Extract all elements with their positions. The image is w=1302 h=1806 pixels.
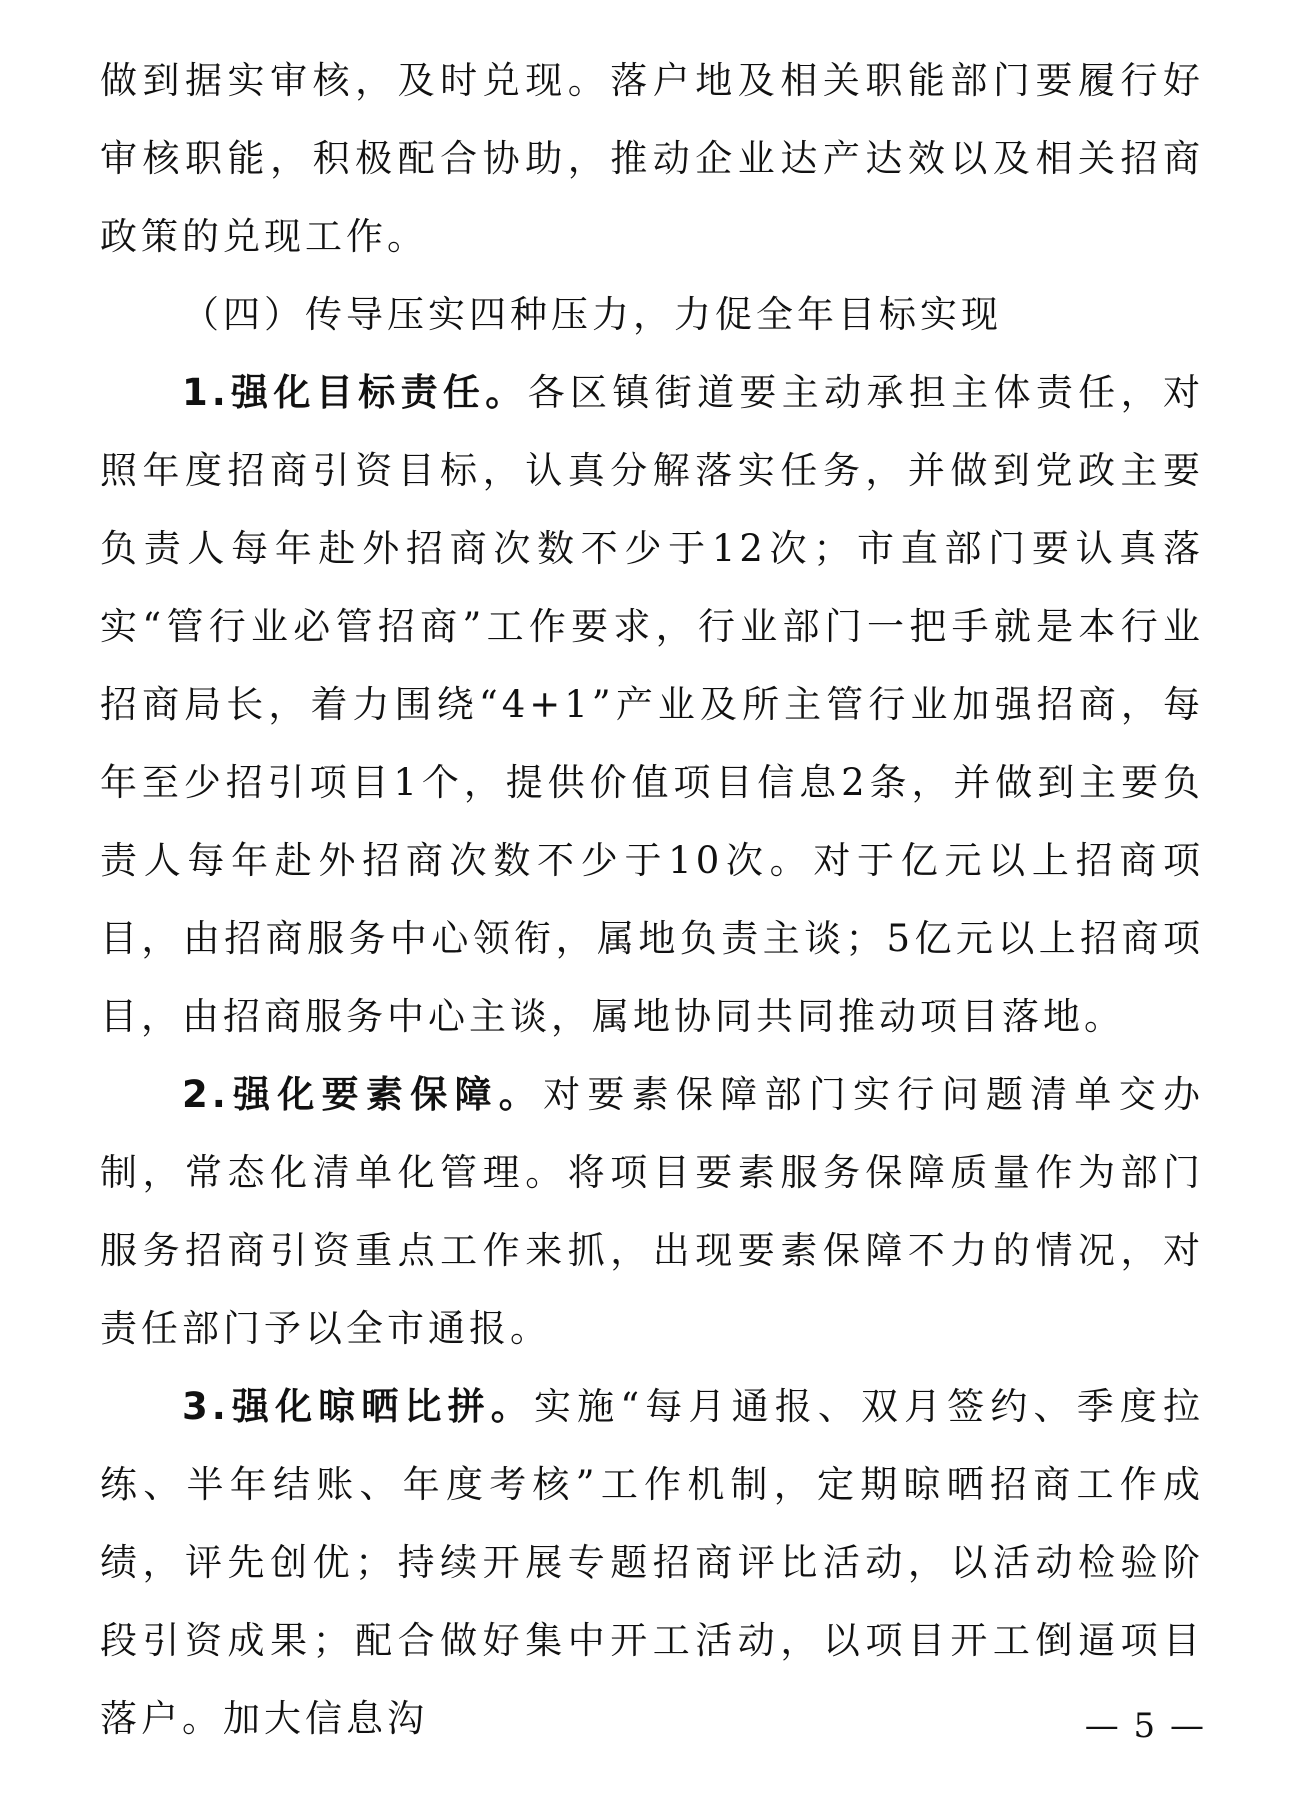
item-2-lead: 2.强化要素保障。 (182, 1073, 544, 1116)
document-body (100, 42, 1204, 1758)
item-3-text: 实施“每月通报、双月签约、季度拉练、半年结账、年度考核”工作机制，定期晾晒招商工作成绩，评先创优；持续开展专题招商评比活动，以活动检验阶段引资成果；配合做好集中开工活动，以项目开工倒逼项目落户。加大信息沟 (100, 1385, 1204, 1740)
page-number: — 5 — (1084, 1706, 1206, 1746)
item-2-text: 对要素保障部门实行问题清单交办制，常态化清单化管理。将项目要素服务保障质量作为部门服务招商引资重点工作来抓，出现要素保障不力的情况，对责任部门予以全市通报。 (100, 1073, 1204, 1350)
item-1-text: 各区镇街道要主动承担主体责任，对照年度招商引资目标，认真分解落实任务，并做到党政主要负责人每年赴外招商次数不少于12次；市直部门要认真落实“管行业必管招商”工作要求，行业部门一把手就是本行业招商局长，着力围绕“4+1”产业及所主管行业加强招商，每年至少招引项目1个，提供价值项目信息2条，并做到主要负责人每年赴外招商次数不少于10次。对于亿元以上招商项目，由招商服务中心领衔，属地负责主谈；5亿元以上招商项目，由招商服务中心主谈，属地协同共同推动项目落地。 (100, 371, 1204, 1038)
item-1-lead: 1.强化目标责任。 (182, 371, 528, 414)
paragraph-item-2 (100, 1056, 1204, 1368)
paragraph-item-1 (100, 354, 1204, 1056)
paragraph-continuation: 做到据实审核，及时兑现。落户地及相关职能部门要履行好审核职能，积极配合协助，推动企业达产达效以及相关招商政策的兑现工作。 (100, 59, 1204, 258)
section-heading: （四）传导压实四种压力，力促全年目标实现 (182, 293, 1002, 336)
item-3-lead: 3.强化晾晒比拼。 (182, 1385, 534, 1428)
paragraph-item-3 (100, 1368, 1204, 1758)
